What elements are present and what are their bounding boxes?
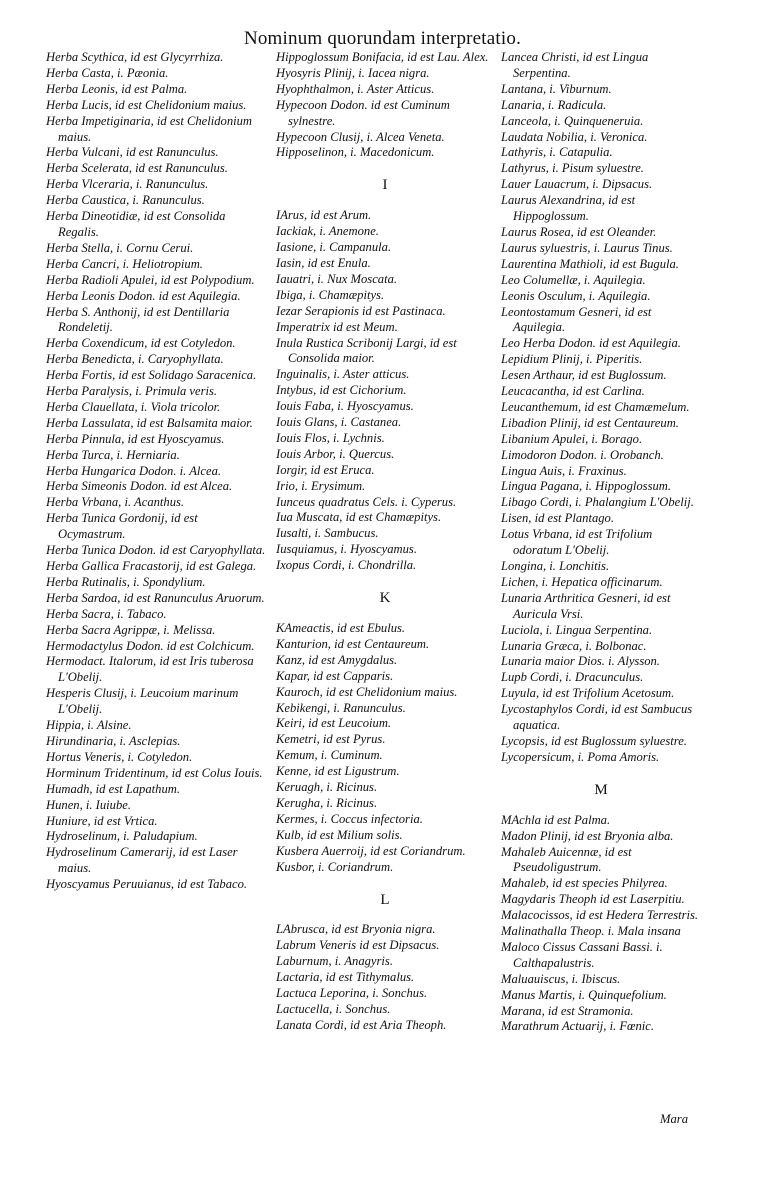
glossary-entry: Herba Turca, i. Herniaria. (46, 447, 180, 462)
glossary-entry: Iunceus quadratus Cels. i. Cyperus. (276, 494, 457, 509)
glossary-entry: Inula Rustica Scribonij Largi, id est Consolida maior. (276, 335, 457, 366)
glossary-entry: Hypecoon Dodon. id est Cuminum sylnestre. (276, 97, 450, 128)
glossary-entry: Iauatri, i. Nux Moscata. (276, 271, 398, 286)
glossary-entry: Limodoron Dodon. i. Orobanch. (501, 447, 664, 462)
glossary-entry: Herba Sacra, i. Tabaco. (46, 606, 167, 621)
glossary-entry: Hesperis Clusij, i. Leucoium marinum L'Obelij. (46, 686, 239, 717)
glossary-entry: Malacocissos, id est Hedera Terrestris. (501, 908, 699, 923)
glossary-entry: Herba Tunica Dodon. id est Caryophyllata. (46, 543, 266, 558)
glossary-entry: Hyophthalmon, i. Aster Atticus. (276, 81, 435, 96)
glossary-entry: Herba Leonis Dodon. id est Aquilegia. (46, 288, 241, 303)
glossary-entry: Lauer Lauacrum, i. Dipsacus. (501, 177, 653, 192)
glossary-entry: Ibiga, i. Chamæpitys. (276, 287, 385, 302)
glossary-entry: Kusbera Auerroij, id est Coriandrum. (276, 843, 466, 858)
glossary-entry: Iua Muscata, id est Chamæpitys. (276, 510, 442, 525)
glossary-entry: Hypecoon Clusij, i. Alcea Veneta. (276, 129, 445, 144)
glossary-entry: Hippoglossum Bonifacia, id est Lau. Alex. (276, 50, 489, 64)
glossary-entry: Magydaris Theoph id est Laserpitiu. (501, 892, 685, 907)
glossary-entry: Herba Dineotidiæ, id est Consolida Regalis. (46, 209, 226, 239)
glossary-entry: Laurus syluestris, i. Laurus Tinus. (501, 240, 673, 255)
glossary-entry: Herba Vulcani, id est Ranunculus. (46, 145, 219, 160)
glossary-entry: Herba Stella, i. Cornu Cerui. (46, 240, 194, 255)
glossary-entry: Kerugha, i. Ricinus. (276, 795, 378, 810)
glossary-entry: Herba Impetiginaria, id est Chelidonium maius. (46, 113, 253, 144)
glossary-entry: Lepidium Plinij, i. Piperitis. (501, 352, 643, 367)
glossary-entry: Herba Lassulata, id est Balsamita maior. (46, 415, 253, 430)
glossary-entry: Iusalti, i. Sambucus. (276, 526, 379, 541)
glossary-entry: Hippia, i. Alsine. (46, 718, 132, 733)
column-2 (276, 50, 494, 1034)
glossary-entry: Hunen, i. Iuiube. (46, 797, 131, 812)
glossary-entry: Herba Fortis, id est Solidago Saracenica. (46, 368, 257, 383)
glossary-entry: Ixopus Cordi, i. Chondrilla. (276, 558, 417, 573)
glossary-entry: Luciola, i. Lingua Serpentina. (501, 622, 653, 637)
glossary-entry: LAbrusca, id est Bryonia nigra. (276, 922, 436, 937)
glossary-entry: Kusbor, i. Coriandrum. (276, 859, 394, 874)
glossary-entry: Herba Radioli Apulei, id est Polypodium. (46, 272, 255, 287)
section-letter: M (594, 781, 608, 798)
glossary-entry: IArus, id est Arum. (276, 208, 372, 223)
glossary-entry: Lancea Christi, id est Lingua Serpentina. (501, 50, 649, 80)
glossary-entry: Iouis Glans, i. Castanea. (276, 415, 402, 430)
glossary-entry: Iouis Arbor, i. Quercus. (276, 446, 395, 461)
glossary-entry: Laudata Nobilia, i. Veronica. (501, 129, 648, 144)
column-1 (46, 50, 268, 893)
glossary-entry: Herba Clauellata, i. Viola tricolor. (46, 399, 221, 414)
glossary-entry: Herba Paralysis, i. Primula veris. (46, 384, 218, 399)
glossary-entry: Keruagh, i. Ricinus. (276, 780, 378, 795)
glossary-entry: Hipposelinon, i. Macedonicum. (276, 145, 435, 160)
glossary-entry: Hortus Veneris, i. Cotyledon. (46, 749, 193, 764)
glossary-entry: Lycopersicum, i. Poma Amoris. (501, 749, 660, 764)
glossary-entry: Libadion Plinij, id est Centaureum. (501, 415, 679, 430)
glossary-entry: Hermodact. Italorum, id est Iris tuberosa L'Obelij. (46, 654, 254, 685)
glossary-entry: Lotus Vrbana, id est Trifolium odoratum L'Obelij. (501, 527, 653, 558)
glossary-entry: Libago Cordi, i. Phalangium L'Obelij. (501, 495, 694, 510)
glossary-entry: Lantana, i. Viburnum. (501, 81, 612, 96)
glossary-entry: Herba Vlceraria, i. Ranunculus. (46, 177, 209, 192)
glossary-entry: Laburnum, i. Anagyris. (276, 954, 393, 969)
glossary-entry: Lanceola, i. Quinqueneruia. (501, 113, 644, 128)
glossary-entry: Lycostaphylos Cordi, id est Sambucus aquatica. (501, 702, 693, 733)
glossary-entry: Herba Casta, i. Pæonia. (46, 65, 169, 80)
glossary-entry: Hyosyris Plinij, i. Iacea nigra. (276, 65, 430, 80)
glossary-entry: Leucacantha, id est Carlina. (501, 384, 645, 399)
glossary-entry: Horminum Tridentinum, id est Colus Iouis. (46, 765, 263, 780)
glossary-entry: Maluauiscus, i. Ibiscus. (501, 971, 621, 986)
glossary-entry: Maloco Cissus Cassani Bassi. i. Calthapalustris. (501, 939, 663, 970)
glossary-entry: Luyula, id est Trifolium Acetosum. (501, 686, 675, 701)
glossary-entry: Hirundinaria, i. Asclepias. (46, 733, 181, 748)
glossary-entry: Herba Vrbana, i. Acanthus. (46, 495, 185, 510)
glossary-entry: Lichen, i. Hepatica officinarum. (501, 574, 663, 589)
glossary-entry: Irio, i. Erysimum. (276, 478, 366, 493)
glossary-entry: Laurus Rosea, id est Oleander. (501, 224, 657, 239)
glossary-entry: Lingua Auis, i. Fraxinus. (501, 463, 627, 478)
section-letter: K (379, 590, 391, 607)
glossary-entry: Lingua Pagana, i. Hippoglossum. (501, 479, 672, 494)
glossary-entry: Iackiak, i. Anemone. (276, 224, 379, 239)
glossary-entry: Herba S. Anthonij, id est Dentillaria Rondeletij. (46, 304, 230, 335)
glossary-entry: Keiri, id est Leucoium. (276, 716, 392, 731)
glossary-entry: Lunaria Arthritica Gesneri, id est Auricula Vrsi. (501, 590, 671, 621)
glossary-entry: Lunaria maior Dios. i. Alysson. (501, 654, 660, 669)
glossary-entry: Herba Sardoa, id est Ranunculus Aruorum. (46, 590, 265, 605)
glossary-entry: Herba Cancri, i. Heliotropium. (46, 256, 203, 271)
glossary-entry: Humadh, id est Lapathum. (46, 781, 180, 796)
glossary-entry: Iouis Flos, i. Lychnis. (276, 430, 385, 445)
glossary-entry: Herba Pinnula, id est Hyoscyamus. (46, 431, 225, 446)
glossary-entry: Lathyrus, i. Pisum syluestre. (501, 161, 644, 176)
glossary-entry: Kebikengi, i. Ranunculus. (276, 700, 406, 715)
glossary-entry: Herba Simeonis Dodon. id est Alcea. (46, 479, 233, 494)
glossary-entry: Kanturion, id est Centaureum. (276, 636, 430, 651)
glossary-entry: Herba Scythica, id est Glycyrrhiza. (46, 50, 224, 64)
glossary-entry: Inguinalis, i. Aster atticus. (276, 367, 410, 382)
glossary-entry: Leonis Osculum, i. Aquilegia. (501, 288, 651, 303)
glossary-entry: Malinathalla Theop. i. Mala insana (501, 924, 681, 939)
glossary-entry: Laurus Alexandrina, id est Hippoglossum. (501, 193, 636, 224)
glossary-entry: Iasin, id est Enula. (276, 255, 371, 270)
glossary-entry: Lanaria, i. Radicula. (501, 97, 607, 112)
section-letter: I (382, 177, 388, 194)
glossary-entry: Kemum, i. Cuminum. (276, 748, 383, 763)
glossary-entry: Hyoscyamus Peruuianus, id est Tabaco. (46, 877, 248, 892)
glossary-entry: Kulb, id est Milium solis. (276, 827, 403, 842)
glossary-entry: Herba Hungarica Dodon. i. Alcea. (46, 463, 222, 478)
glossary-entry: Herba Benedicta, i. Caryophyllata. (46, 352, 224, 367)
glossary-entry: Lactuca Leporina, i. Sonchus. (276, 986, 428, 1001)
glossary-entry: Mahaleb, id est species Philyrea. (501, 876, 668, 891)
glossary-entry: Longina, i. Lonchitis. (501, 559, 610, 573)
glossary-entry: Herba Scelerata, id est Ranunculus. (46, 161, 228, 176)
glossary-entry: Leucanthemum, id est Chamæmelum. (501, 399, 690, 414)
glossary-entry: Kenne, id est Ligustrum. (276, 764, 400, 779)
glossary-entry: Lupb Cordi, i. Dracunculus. (501, 670, 644, 685)
glossary-entry: Leo Columellæ, i. Aquilegia. (501, 272, 646, 287)
glossary-entry: Marana, id est Stramonia. (501, 1003, 634, 1018)
glossary-entry: Marathrum Actuarij, i. Fœnic. (501, 1019, 654, 1034)
glossary-entry: Huniure, id est Vrtica. (46, 813, 158, 828)
glossary-entry: Lactucella, i. Sonchus. (276, 1001, 391, 1016)
glossary-entry: Iasione, i. Campanula. (276, 240, 392, 255)
glossary-entry: Iezar Serapionis id est Pastinaca. (276, 303, 446, 318)
glossary-entry: Intybus, id est Cichorium. (276, 383, 407, 398)
glossary-entry: Lanata Cordi, id est Aria Theoph. (276, 1017, 447, 1032)
column-3 (501, 50, 701, 1035)
glossary-entry: Hermodactylus Dodon. id est Colchicum. (46, 638, 255, 653)
glossary-entry: Labrum Veneris id est Dipsacus. (276, 938, 440, 953)
glossary-entry: Kapar, id est Capparis. (276, 668, 394, 683)
glossary-entry: Kanz, id est Amygdalus. (276, 652, 398, 667)
glossary-entry: Lycopsis, id est Buglossum syluestre. (501, 733, 687, 748)
glossary-entry: Herba Tunica Gordonij, id est Ocymastrum. (46, 511, 198, 542)
glossary-entry: Herba Rutinalis, i. Spondylium. (46, 574, 206, 589)
glossary-entry: Iouis Faba, i. Hyoscyamus. (276, 399, 414, 414)
glossary-entry: Lesen Arthaur, id est Buglossum. (501, 368, 667, 383)
glossary-entry: Iusquiamus, i. Hyoscyamus. (276, 542, 417, 557)
glossary-entry: Imperatrix id est Meum. (276, 319, 398, 334)
glossary-entry: Kermes, i. Coccus infectoria. (276, 811, 423, 826)
glossary-entry: Leo Herba Dodon. id est Aquilegia. (501, 336, 681, 351)
glossary-entry: Madon Plinij, id est Bryonia alba. (501, 828, 674, 843)
glossary-entry: Iorgir, id est Eruca. (276, 462, 375, 477)
glossary-entry: Manus Martis, i. Quinquefolium. (501, 987, 667, 1002)
glossary-entry: Lactaria, id est Tithymalus. (276, 970, 415, 985)
glossary-entry: Leontostamum Gesneri, id est Aquilegia. (501, 304, 652, 335)
glossary-entry: Lunaria Græca, i. Bolbonac. (501, 638, 647, 653)
glossary-entry: MAchla id est Palma. (501, 812, 611, 827)
glossary-entry: Lathyris, i. Catapulia. (501, 145, 613, 160)
section-letter: L (380, 891, 390, 908)
glossary-entry: Hydroselinum Camerarij, id est Laser maius. (46, 845, 238, 876)
glossary-entry: Herba Coxendicum, id est Cotyledon. (46, 336, 236, 351)
running-head: Nominum quorundam interpretatio. (243, 28, 522, 49)
glossary-entry: Herba Sacra Agrippæ, i. Melissa. (46, 622, 216, 637)
glossary-entry: Herba Lucis, id est Chelidonium maius. (46, 97, 247, 112)
glossary-entry: Herba Gallica Fracastorij, id est Galega. (46, 559, 257, 573)
catchword: Mara (660, 1112, 688, 1126)
glossary-entry: Mahaleb Auicennæ, id est Pseudoligustrum. (501, 844, 632, 875)
glossary-entry: Kemetri, id est Pyrus. (276, 732, 386, 747)
glossary-entry: Herba Leonis, id est Palma. (46, 81, 188, 96)
glossary-entry: Kauroch, id est Chelidonium maius. (276, 684, 458, 699)
glossary-entry: Hydroselinum, i. Paludapium. (46, 829, 198, 844)
glossary-entry: Libanium Apulei, i. Borago. (501, 431, 643, 446)
glossary-entry: KAmeactis, id est Ebulus. (276, 621, 406, 635)
glossary-entry: Laurentina Mathioli, id est Bugula. (501, 256, 679, 271)
glossary-entry: Herba Caustica, i. Ranunculus. (46, 193, 205, 208)
glossary-entry: Lisen, id est Plantago. (501, 511, 614, 526)
